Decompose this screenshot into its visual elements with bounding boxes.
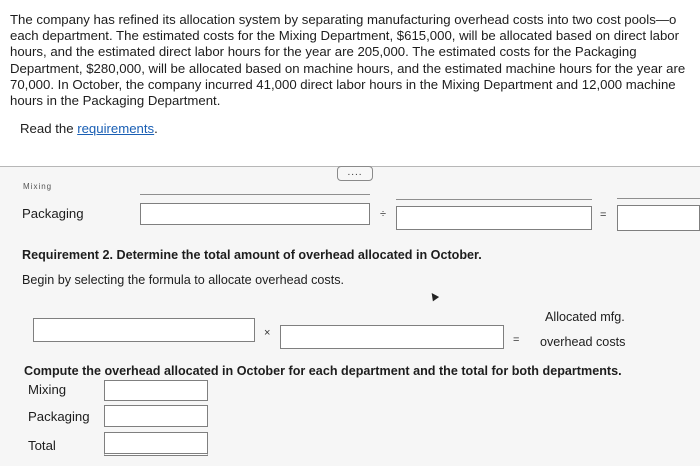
- formula-factor-a-select[interactable]: [33, 318, 255, 342]
- cutoff-row-input-edge-3: [617, 198, 700, 199]
- divide-operator: ÷: [380, 208, 387, 220]
- mouse-pointer-icon: ▲: [423, 285, 444, 306]
- read-prefix: Read the: [20, 121, 78, 136]
- mixing-allocated-input[interactable]: [104, 380, 208, 401]
- formula-equals-operator: =: [513, 334, 520, 346]
- multiply-operator: ×: [264, 327, 271, 339]
- result-label-line-1: Allocated mfg.: [545, 310, 625, 324]
- requirements-link[interactable]: requirements: [77, 121, 155, 136]
- expand-more-button[interactable]: ....: [337, 166, 373, 181]
- total-label: Total: [28, 438, 56, 453]
- requirement-2-title: Requirement 2. Determine the total amount of overhead allocated in October.: [22, 248, 482, 262]
- packaging-allocated-label: Packaging: [28, 409, 90, 424]
- formula-factor-b-select[interactable]: [280, 325, 504, 349]
- cutoff-row-input-edge-1: [140, 194, 370, 195]
- result-label-line-2: overhead costs: [540, 335, 626, 349]
- formula-prompt: Begin by selecting the formula to allocate overhead costs.: [22, 273, 345, 287]
- packaging-rate-input[interactable]: [617, 205, 700, 231]
- read-requirements-line: [20, 121, 158, 136]
- compute-prompt: Compute the overhead allocated in October for each department and the total for both departments.: [24, 364, 622, 378]
- packaging-pool-cost-input[interactable]: [140, 203, 370, 225]
- total-allocated-input[interactable]: [104, 432, 208, 456]
- read-suffix: .: [154, 121, 158, 136]
- equals-operator: =: [600, 209, 607, 221]
- packaging-rate-label: Packaging: [22, 206, 84, 221]
- mixing-label: Mixing: [28, 382, 67, 397]
- packaging-allocation-base-input[interactable]: [396, 206, 592, 230]
- cutoff-row-input-edge-2: [396, 199, 592, 200]
- problem-description: The company has refined its allocation system by separating manufacturing overhead costs into two cost pools—o each department. The estimated costs for the Mixing Department, $615,000, will be allocated based on direct labor hours, and the estimated direct labor hours for the year are 205,000. The estimated costs for the Packaging Department, $280,000, will be allocated based on machine hours, and the estimated machine hours for the year are 70,000. In October, the company incurred 41,000 direct labor hours in the Mixing Department and 12,000 machine hours in the Packaging Department.: [10, 12, 686, 109]
- packaging-allocated-input[interactable]: [104, 405, 208, 427]
- cutoff-row-label: Mixing: [23, 182, 53, 191]
